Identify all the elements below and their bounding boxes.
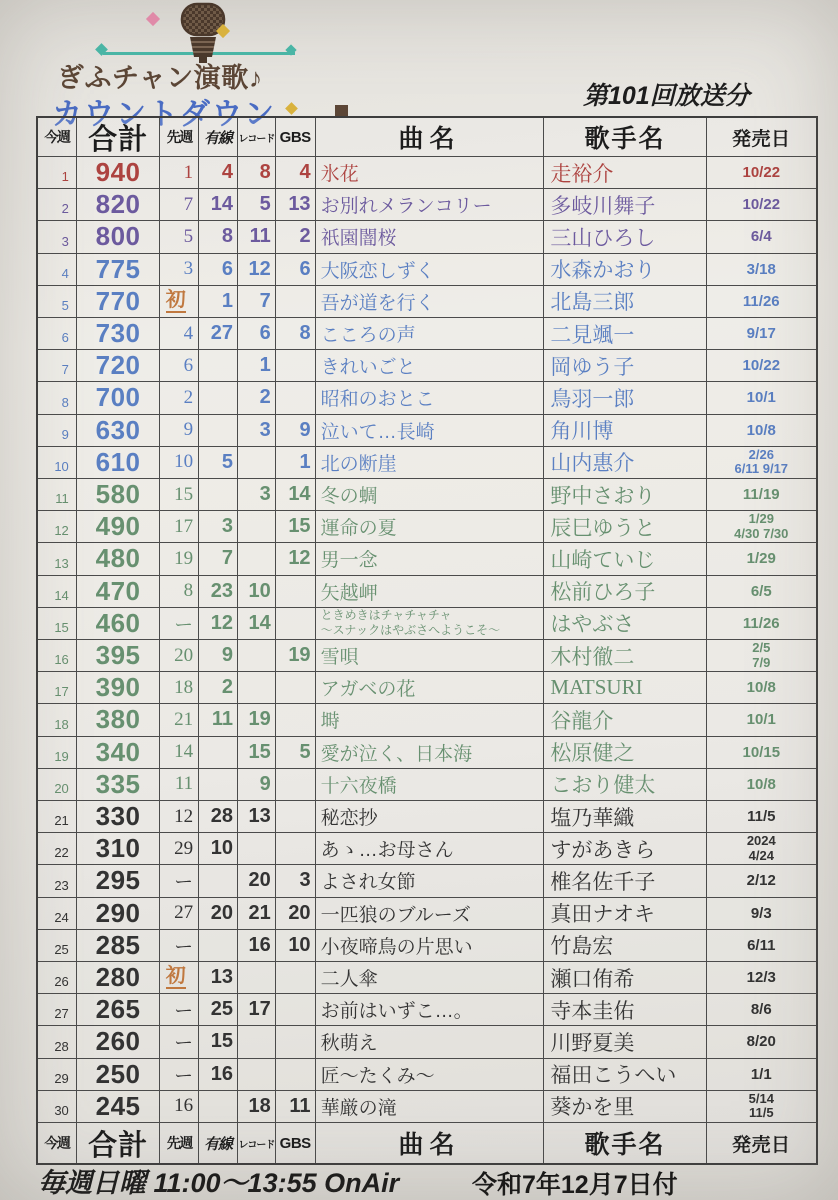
gbs-score-cell — [276, 994, 316, 1026]
record-score-cell: 19 — [238, 704, 276, 736]
total-cell: 700 — [77, 382, 161, 414]
song-title-cell: 一匹狼のブルーズ — [316, 898, 545, 930]
singer-name-cell: 寺本圭佑 — [544, 994, 706, 1026]
total-cell: 250 — [77, 1059, 161, 1091]
cable-score-cell: 4 — [199, 157, 238, 189]
last-week-cell: ー — [160, 1026, 199, 1058]
last-week-cell: 7 — [160, 189, 199, 221]
last-week-cell: 5 — [160, 221, 199, 253]
singer-name-cell: 走裕介 — [544, 157, 706, 189]
rank-cell: 14 — [38, 576, 77, 608]
release-date-cell: 10/8 — [707, 672, 816, 704]
release-date-cell: 11/5 — [707, 801, 816, 833]
last-week-cell: ー — [160, 930, 199, 962]
singer-name-cell: 鳥羽一郎 — [544, 382, 706, 414]
col-header-this-week: 今週 — [38, 118, 77, 157]
release-date-cell: 12/3 — [707, 962, 816, 994]
song-title-cell: 北の断崖 — [316, 447, 545, 479]
cable-score-cell: 15 — [199, 1026, 238, 1058]
last-week-cell: 15 — [160, 479, 199, 511]
cable-score-cell: 11 — [199, 704, 238, 736]
gbs-score-cell: 15 — [276, 511, 316, 543]
cable-score-cell — [199, 479, 238, 511]
total-cell: 940 — [77, 157, 161, 189]
gbs-score-cell — [276, 769, 316, 801]
gbs-score-cell: 6 — [276, 254, 316, 286]
total-cell: 630 — [77, 415, 161, 447]
total-cell: 390 — [77, 672, 161, 704]
song-title-cell: 十六夜橋 — [316, 769, 545, 801]
record-score-cell — [238, 1026, 276, 1058]
last-week-cell: 29 — [160, 833, 199, 865]
footer-col-song: 曲名 — [316, 1123, 545, 1163]
rank-cell: 6 — [38, 318, 77, 350]
rank-cell: 7 — [38, 350, 77, 382]
song-title-cell: 小夜啼鳥の片思い — [316, 930, 545, 962]
cable-score-cell: 27 — [199, 318, 238, 350]
record-score-cell — [238, 833, 276, 865]
col-header-release: 発売日 — [707, 118, 816, 157]
release-date-cell: 8/20 — [707, 1026, 816, 1058]
total-cell: 775 — [77, 254, 161, 286]
total-cell: 265 — [77, 994, 161, 1026]
song-title-cell: 秋萌え — [316, 1026, 545, 1058]
song-title-cell: 二人傘 — [316, 962, 545, 994]
gbs-score-cell: 14 — [276, 479, 316, 511]
broadcast-number: 第101回放送分 — [583, 82, 750, 110]
singer-name-cell: 葵かを里 — [544, 1091, 706, 1123]
singer-name-cell: 松前ひろ子 — [544, 576, 706, 608]
record-score-cell — [238, 447, 276, 479]
last-week-cell: 2 — [160, 382, 199, 414]
gbs-score-cell: 11 — [276, 1091, 316, 1123]
gbs-score-cell: 1 — [276, 447, 316, 479]
cable-score-cell — [199, 865, 238, 897]
footer-col-last-week: 先週 — [160, 1123, 199, 1163]
record-score-cell — [238, 672, 276, 704]
release-date-cell: 1/29 — [707, 543, 816, 575]
last-week-cell: 27 — [160, 898, 199, 930]
gbs-score-cell: 9 — [276, 415, 316, 447]
rank-cell: 18 — [38, 704, 77, 736]
release-date-cell: 10/1 — [707, 704, 816, 736]
release-date-cell: 6/5 — [707, 576, 816, 608]
release-date-cell: 10/22 — [707, 350, 816, 382]
gbs-score-cell — [276, 286, 316, 318]
cable-score-cell — [199, 382, 238, 414]
chart-date: 令和7年12月7日付 — [472, 1171, 678, 1199]
record-score-cell: 14 — [238, 608, 276, 640]
last-week-cell: ー — [160, 865, 199, 897]
logo-title-line2: カウントダウン — [52, 98, 276, 131]
record-score-cell: 10 — [238, 576, 276, 608]
gbs-score-cell: 20 — [276, 898, 316, 930]
col-header-last-week: 先週 — [160, 118, 199, 157]
singer-name-cell: 木村徹二 — [544, 640, 706, 672]
singer-name-cell: 水森かおり — [544, 254, 706, 286]
record-score-cell: 18 — [238, 1091, 276, 1123]
singer-name-cell: 辰巳ゆうと — [544, 511, 706, 543]
singer-name-cell: 福田こうへい — [544, 1059, 706, 1091]
cable-score-cell: 23 — [199, 576, 238, 608]
release-date-cell: 11/26 — [707, 608, 816, 640]
singer-name-cell: 山崎ていじ — [544, 543, 706, 575]
song-title-cell: こころの声 — [316, 318, 545, 350]
square-decoration — [335, 105, 348, 116]
song-title-cell: 冬の蜩 — [316, 479, 545, 511]
cable-score-cell — [199, 737, 238, 769]
song-title-cell: 雪唄 — [316, 640, 545, 672]
release-date-cell: 10/8 — [707, 415, 816, 447]
cable-score-cell — [199, 930, 238, 962]
col-header-gbs: GBS — [276, 118, 316, 157]
footer-col-singer: 歌手名 — [544, 1123, 706, 1163]
rank-cell: 13 — [38, 543, 77, 575]
gbs-score-cell — [276, 576, 316, 608]
record-score-cell: 3 — [238, 479, 276, 511]
rank-cell: 11 — [38, 479, 77, 511]
rank-cell: 29 — [38, 1059, 77, 1091]
release-date-cell: 2024 4/24 — [707, 833, 816, 865]
singer-name-cell: 北島三郎 — [544, 286, 706, 318]
release-date-cell: 11/19 — [707, 479, 816, 511]
rank-cell: 3 — [38, 221, 77, 253]
rank-cell: 28 — [38, 1026, 77, 1058]
total-cell: 295 — [77, 865, 161, 897]
record-score-cell: 12 — [238, 254, 276, 286]
song-title-cell: 男一念 — [316, 543, 545, 575]
total-cell: 245 — [77, 1091, 161, 1123]
rank-cell: 1 — [38, 157, 77, 189]
col-header-cable: 有線 — [199, 118, 238, 157]
release-date-cell: 10/22 — [707, 157, 816, 189]
cable-score-cell — [199, 1091, 238, 1123]
release-date-cell: 6/11 — [707, 930, 816, 962]
total-cell: 280 — [77, 962, 161, 994]
total-cell: 730 — [77, 318, 161, 350]
sparkle-icon — [146, 12, 160, 26]
last-week-cell: 6 — [160, 350, 199, 382]
last-week-cell: 12 — [160, 801, 199, 833]
rank-cell: 22 — [38, 833, 77, 865]
song-title-cell: 矢越岬 — [316, 576, 545, 608]
gbs-score-cell — [276, 672, 316, 704]
record-score-cell — [238, 511, 276, 543]
footer-col-record: レコード — [238, 1123, 276, 1163]
singer-name-cell: 川野夏美 — [544, 1026, 706, 1058]
song-title-cell: 塒 — [316, 704, 545, 736]
song-title-cell: 氷花 — [316, 157, 545, 189]
record-score-cell: 13 — [238, 801, 276, 833]
release-date-cell: 9/17 — [707, 318, 816, 350]
gbs-score-cell — [276, 382, 316, 414]
rank-cell: 19 — [38, 737, 77, 769]
singer-name-cell: 野中さおり — [544, 479, 706, 511]
total-cell: 395 — [77, 640, 161, 672]
last-week-cell: 21 — [160, 704, 199, 736]
total-cell: 310 — [77, 833, 161, 865]
total-cell: 800 — [77, 221, 161, 253]
col-header-song: 曲名 — [316, 118, 545, 157]
song-title-cell: よされ女節 — [316, 865, 545, 897]
cable-score-cell: 9 — [199, 640, 238, 672]
cable-score-cell: 13 — [199, 962, 238, 994]
total-cell: 290 — [77, 898, 161, 930]
last-week-cell: 3 — [160, 254, 199, 286]
song-title-cell: アガベの花 — [316, 672, 545, 704]
last-week-cell: 17 — [160, 511, 199, 543]
cable-score-cell — [199, 350, 238, 382]
cable-score-cell: 28 — [199, 801, 238, 833]
total-cell: 260 — [77, 1026, 161, 1058]
last-week-cell: 9 — [160, 415, 199, 447]
singer-name-cell: 角川博 — [544, 415, 706, 447]
footer-col-gbs: GBS — [276, 1123, 316, 1163]
release-date-cell: 1/1 — [707, 1059, 816, 1091]
last-week-cell: 11 — [160, 769, 199, 801]
record-score-cell — [238, 962, 276, 994]
song-title-cell: 泣いて…長崎 — [316, 415, 545, 447]
singer-name-cell: 山内惠介 — [544, 447, 706, 479]
record-score-cell: 1 — [238, 350, 276, 382]
song-title-cell: お別れメランコリー — [316, 189, 545, 221]
release-date-cell: 10/22 — [707, 189, 816, 221]
footer-col-this-week: 今週 — [38, 1123, 77, 1163]
release-date-cell: 3/18 — [707, 254, 816, 286]
gbs-score-cell: 12 — [276, 543, 316, 575]
last-week-cell: 20 — [160, 640, 199, 672]
last-week-cell: 19 — [160, 543, 199, 575]
gbs-score-cell: 4 — [276, 157, 316, 189]
last-week-cell: 8 — [160, 576, 199, 608]
footer-col-cable: 有線 — [199, 1123, 238, 1163]
rank-cell: 21 — [38, 801, 77, 833]
release-date-cell: 2/26 6/11 9/17 — [707, 447, 816, 479]
release-date-cell: 10/15 — [707, 737, 816, 769]
record-score-cell: 2 — [238, 382, 276, 414]
cable-score-cell: 1 — [199, 286, 238, 318]
ranking-table — [36, 116, 818, 1165]
singer-name-cell: 二見颯一 — [544, 318, 706, 350]
total-cell: 580 — [77, 479, 161, 511]
record-score-cell: 6 — [238, 318, 276, 350]
total-cell: 770 — [77, 286, 161, 318]
release-date-cell: 2/12 — [707, 865, 816, 897]
total-cell: 330 — [77, 801, 161, 833]
release-date-cell: 10/1 — [707, 382, 816, 414]
last-week-cell: 10 — [160, 447, 199, 479]
record-score-cell: 16 — [238, 930, 276, 962]
gbs-score-cell — [276, 1059, 316, 1091]
song-title-cell: 吾が道を行く — [316, 286, 545, 318]
rank-cell: 30 — [38, 1091, 77, 1123]
cable-score-cell: 16 — [199, 1059, 238, 1091]
total-cell: 480 — [77, 543, 161, 575]
singer-name-cell: はやぶさ — [544, 608, 706, 640]
footer-col-release: 発売日 — [732, 1134, 791, 1156]
singer-name-cell: すがあきら — [544, 833, 706, 865]
total-cell: 610 — [77, 447, 161, 479]
gbs-score-cell — [276, 962, 316, 994]
release-date-cell: 9/3 — [707, 898, 816, 930]
gbs-score-cell — [276, 833, 316, 865]
gbs-score-cell: 2 — [276, 221, 316, 253]
gbs-score-cell: 3 — [276, 865, 316, 897]
gbs-score-cell: 13 — [276, 189, 316, 221]
gbs-score-cell — [276, 1026, 316, 1058]
total-cell: 285 — [77, 930, 161, 962]
cable-score-cell — [199, 769, 238, 801]
cable-score-cell — [199, 415, 238, 447]
rank-cell: 12 — [38, 511, 77, 543]
record-score-cell: 15 — [238, 737, 276, 769]
onair-schedule: 毎週日曜 11:00～13:55 OnAir — [38, 1168, 400, 1198]
record-score-cell: 17 — [238, 994, 276, 1026]
cable-score-cell: 3 — [199, 511, 238, 543]
record-score-cell — [238, 1059, 276, 1091]
record-score-cell: 21 — [238, 898, 276, 930]
footer-col-total: 合計 — [77, 1123, 161, 1163]
song-title-cell: 愛が泣く、日本海 — [316, 737, 545, 769]
sparkle-icon — [285, 102, 298, 115]
singer-name-cell: 塩乃華織 — [544, 801, 706, 833]
cable-score-cell: 10 — [199, 833, 238, 865]
cable-score-cell: 5 — [199, 447, 238, 479]
song-title-cell: お前はいずこ…。 — [316, 994, 545, 1026]
singer-name-cell: 谷龍介 — [544, 704, 706, 736]
last-week-cell: 18 — [160, 672, 199, 704]
song-title-cell: 祇園闇桜 — [316, 221, 545, 253]
rank-cell: 27 — [38, 994, 77, 1026]
total-cell: 470 — [77, 576, 161, 608]
singer-name-cell: MATSURI — [544, 672, 706, 704]
cable-score-cell: 2 — [199, 672, 238, 704]
song-title-cell: 秘恋抄 — [316, 801, 545, 833]
gbs-score-cell — [276, 801, 316, 833]
rank-cell: 20 — [38, 769, 77, 801]
singer-name-cell: 多岐川舞子 — [544, 189, 706, 221]
release-date-cell: 1/29 4/30 7/30 — [707, 511, 816, 543]
singer-name-cell: 竹島宏 — [544, 930, 706, 962]
rank-cell: 10 — [38, 447, 77, 479]
col-header-record: レコード — [238, 118, 276, 157]
last-week-cell: 1 — [160, 157, 199, 189]
song-title-cell: 運命の夏 — [316, 511, 545, 543]
song-title-cell: 匠～たくみ～ — [316, 1059, 545, 1091]
song-title-cell: ときめきはチャチャチャ ～スナックはやぶさへようこそ～ — [316, 608, 545, 640]
total-cell: 490 — [77, 511, 161, 543]
record-score-cell: 9 — [238, 769, 276, 801]
record-score-cell — [238, 543, 276, 575]
cable-score-cell: 8 — [199, 221, 238, 253]
gbs-score-cell: 10 — [276, 930, 316, 962]
last-week-cell: ー — [160, 994, 199, 1026]
logo-title-line1: ぎふチャン演歌♪ — [57, 63, 263, 93]
rank-cell: 9 — [38, 415, 77, 447]
gbs-score-cell: 5 — [276, 737, 316, 769]
song-title-cell: 華厳の滝 — [316, 1091, 545, 1123]
song-title-cell: 大阪恋しずく — [316, 254, 545, 286]
col-header-singer: 歌手名 — [544, 118, 706, 157]
song-title-cell: 昭和のおとこ — [316, 382, 545, 414]
song-title-cell: あゝ…お母さん — [316, 833, 545, 865]
cable-score-cell: 7 — [199, 543, 238, 575]
rank-cell: 4 — [38, 254, 77, 286]
singer-name-cell: 椎名佐千子 — [544, 865, 706, 897]
total-cell: 820 — [77, 189, 161, 221]
gbs-score-cell: 8 — [276, 318, 316, 350]
rank-cell: 23 — [38, 865, 77, 897]
record-score-cell: 8 — [238, 157, 276, 189]
record-score-cell: 11 — [238, 221, 276, 253]
rank-cell: 2 — [38, 189, 77, 221]
total-cell: 380 — [77, 704, 161, 736]
record-score-cell: 5 — [238, 189, 276, 221]
last-week-cell: ー — [160, 608, 199, 640]
singer-name-cell: 瀬口侑希 — [544, 962, 706, 994]
total-cell: 340 — [77, 737, 161, 769]
last-week-cell: ー — [160, 1059, 199, 1091]
total-cell: 460 — [77, 608, 161, 640]
release-date-cell: 5/14 11/5 — [707, 1091, 816, 1123]
record-score-cell: 3 — [238, 415, 276, 447]
rank-cell: 5 — [38, 286, 77, 318]
rank-cell: 8 — [38, 382, 77, 414]
cable-score-cell: 6 — [199, 254, 238, 286]
gbs-score-cell — [276, 350, 316, 382]
singer-name-cell: 三山ひろし — [544, 221, 706, 253]
total-cell: 335 — [77, 769, 161, 801]
last-week-cell: 16 — [160, 1091, 199, 1123]
last-week-cell: 初 — [160, 962, 199, 994]
singer-name-cell: 真田ナオキ — [544, 898, 706, 930]
rank-cell: 15 — [38, 608, 77, 640]
singer-name-cell: 松原健之 — [544, 737, 706, 769]
release-date-cell: 2/5 7/9 — [707, 640, 816, 672]
singer-name-cell: こおり健太 — [544, 769, 706, 801]
release-date-cell: 10/8 — [707, 769, 816, 801]
release-date-cell: 6/4 — [707, 221, 816, 253]
rank-cell: 16 — [38, 640, 77, 672]
song-title-cell: きれいごと — [316, 350, 545, 382]
gbs-score-cell — [276, 704, 316, 736]
record-score-cell: 7 — [238, 286, 276, 318]
record-score-cell — [238, 640, 276, 672]
release-date-cell: 8/6 — [707, 994, 816, 1026]
gbs-score-cell: 19 — [276, 640, 316, 672]
total-cell: 720 — [77, 350, 161, 382]
cable-score-cell: 12 — [199, 608, 238, 640]
last-week-cell: 初 — [160, 286, 199, 318]
cable-score-cell: 25 — [199, 994, 238, 1026]
record-score-cell: 20 — [238, 865, 276, 897]
singer-name-cell: 岡ゆう子 — [544, 350, 706, 382]
gbs-score-cell — [276, 608, 316, 640]
last-week-cell: 4 — [160, 318, 199, 350]
rank-cell: 25 — [38, 930, 77, 962]
cable-score-cell: 20 — [199, 898, 238, 930]
last-week-cell: 14 — [160, 737, 199, 769]
rank-cell: 17 — [38, 672, 77, 704]
release-date-cell: 11/26 — [707, 286, 816, 318]
rank-cell: 24 — [38, 898, 77, 930]
col-header-total: 合計 — [77, 118, 161, 157]
rank-cell: 26 — [38, 962, 77, 994]
cable-score-cell: 14 — [199, 189, 238, 221]
